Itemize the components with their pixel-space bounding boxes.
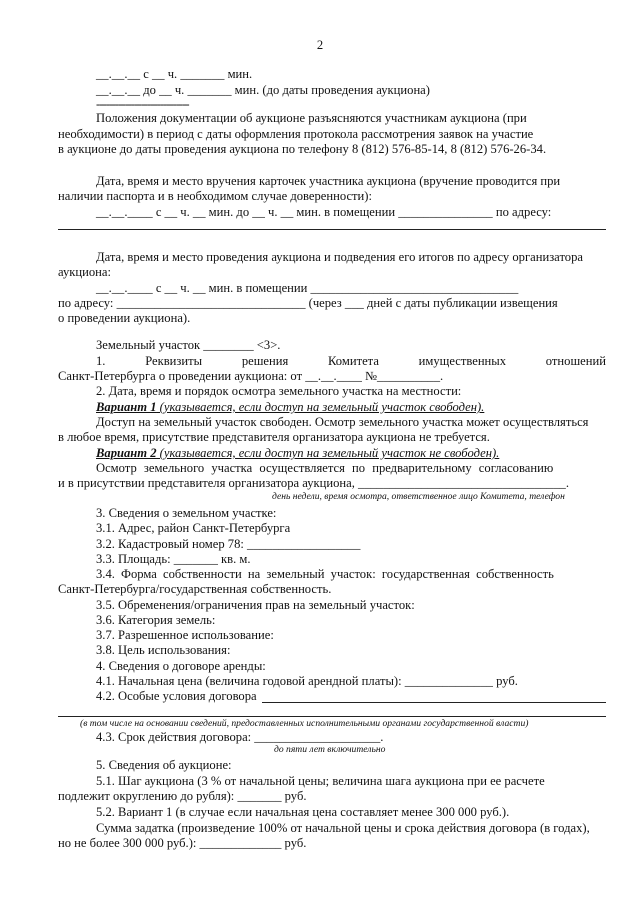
encumbrances: 3.5. Обременения/ограничения прав на земельный участок: (96, 598, 415, 612)
decision-word: решения (241, 354, 289, 368)
variant-2-line (96, 446, 499, 461)
free-access-line2: в любое время, присутствие представителя организатора аукциона не требуется. (58, 430, 490, 444)
plot-address: 3.1. Адрес, район Санкт-Петербурга (96, 521, 291, 535)
contract-term: 4.3. Срок действия договора: ____________________. (96, 730, 384, 744)
ownership-line1: 3.4. Форма собственности на земельный участок: государственная собственность (96, 567, 554, 581)
permitted-use: 3.7. Разрешенное использование: (96, 628, 274, 642)
variant-1-text: (указывается, если доступ на земельный участок свободен). (156, 400, 485, 414)
decision-word: 1. (96, 354, 106, 368)
variant-2-text: (указывается, если доступ на земельный участок не свободен). (156, 446, 500, 460)
decision-requisites-line2: Санкт-Петербурга о проведении аукциона: от __.__.____ №__________. (58, 369, 444, 383)
free-access-line1: Доступ на земельный участок свободен. Осмотр земельного участка может осуществляться (96, 415, 589, 429)
clarification-para-line2: необходимости) в период с даты оформления протокола рассмотрения заявок на участие (58, 127, 534, 141)
dash-separator: ----------------------------- (96, 97, 189, 111)
auction-step-line1: 5.1. Шаг аукциона (3 % от начальной цены; величина шага аукциона при ее расчете (96, 774, 545, 788)
lease-info-heading: 4. Сведения о договоре аренды: (96, 659, 266, 673)
decision-word: имущественных (418, 354, 507, 368)
auction-info-heading: 5. Сведения об аукционе: (96, 758, 232, 772)
special-conditions: 4.2. Особые условия договора (96, 689, 257, 703)
page-number: 2 (316, 38, 324, 52)
use-purpose: 3.8. Цель использования: (96, 643, 231, 657)
decision-word: Комитета (328, 354, 379, 368)
address-fill-line (58, 229, 606, 230)
plot-info-heading: 3. Сведения о земельном участке: (96, 506, 277, 520)
cards-para-line3: __.__.____ с __ ч. __ мин. до __ ч. __ мин. в помещении _______________ по адресу: (96, 205, 552, 219)
land-plot-heading: Земельный участок ________ <3>. (96, 338, 281, 352)
variant-1-label: Вариант 1 (96, 400, 157, 414)
inspection-agreement-line2: и в присутствии представителя организатора аукциона, _________________________________. (58, 476, 569, 490)
initial-price: 4.1. Начальная цена (величина годовой арендной платы): ______________ руб. (96, 674, 518, 688)
decision-word: отношений (545, 354, 606, 368)
clarification-para-line3: в аукционе до даты проведения аукциона по телефону 8 (812) 576-85-14, 8 (812) 576-26-34. (58, 142, 547, 156)
clarification-para-line1: Положения документации об аукционе разъясняются участникам аукциона (при (96, 111, 527, 125)
auction-step-line2: подлежит округлению до рубля): _______ руб. (58, 789, 307, 803)
special-conditions-hint: (в том числе на основании сведений, предоставленных исполнительными органами государственной власти) (80, 718, 529, 729)
cadastral-number: 3.2. Кадастровый номер 78: __________________ (96, 537, 361, 551)
auction-place-line4: по адресу: ______________________________ (через ___ дней с даты публикации извещения (58, 296, 558, 310)
auction-place-line2: аукциона: (58, 265, 111, 279)
ownership-line2: Санкт-Петербурга/государственная собственность. (58, 582, 332, 596)
time-range-from: __.__.__ с __ ч. _______ мин. (96, 67, 253, 81)
deposit-line2: но не более 300 000 руб.): _____________ руб. (58, 836, 307, 850)
auction-place-line3: __.__.____ с __ ч. __ мин. в помещении _________________________________ (96, 281, 519, 295)
cards-para-line1: Дата, время и место вручения карточек участника аукциона (вручение проводится при (96, 174, 561, 188)
variant-1-line (96, 400, 484, 415)
auction-place-line5: о проведении аукциона). (58, 311, 191, 325)
auction-place-line1: Дата, время и место проведения аукциона и подведения его итогов по адресу организатора (96, 250, 583, 264)
inspection-agreement-line1: Осмотр земельного участка осуществляется по предварительному согласованию (96, 461, 554, 475)
cards-para-line2: наличии паспорта и в необходимом случае доверенности): (58, 189, 372, 203)
variant-2-label: Вариант 2 (96, 446, 157, 460)
special-conditions-fill-line (262, 702, 606, 703)
inspection-hint: день недели, время осмотра, ответственное лицо Комитета, телефон (272, 491, 565, 502)
special-conditions-fill-line-2 (58, 716, 606, 717)
time-range-to: __.__.__ до __ ч. _______ мин. (до даты проведения аукциона) (96, 83, 430, 97)
contract-term-hint: до пяти лет включительно (274, 744, 386, 755)
land-category: 3.6. Категория земель: (96, 613, 216, 627)
decision-requisites-line1 (96, 354, 606, 369)
variant-1-deposit: 5.2. Вариант 1 (в случае если начальная цена составляет менее 300 000 руб.). (96, 805, 510, 819)
plot-area: 3.3. Площадь: _______ кв. м. (96, 552, 251, 566)
decision-word: Реквизиты (145, 354, 203, 368)
inspection-heading: 2. Дата, время и порядок осмотра земельного участка на местности: (96, 384, 462, 398)
deposit-line1: Сумма задатка (произведение 100% от начальной цены и срока действия договора (в годах), (96, 821, 590, 835)
